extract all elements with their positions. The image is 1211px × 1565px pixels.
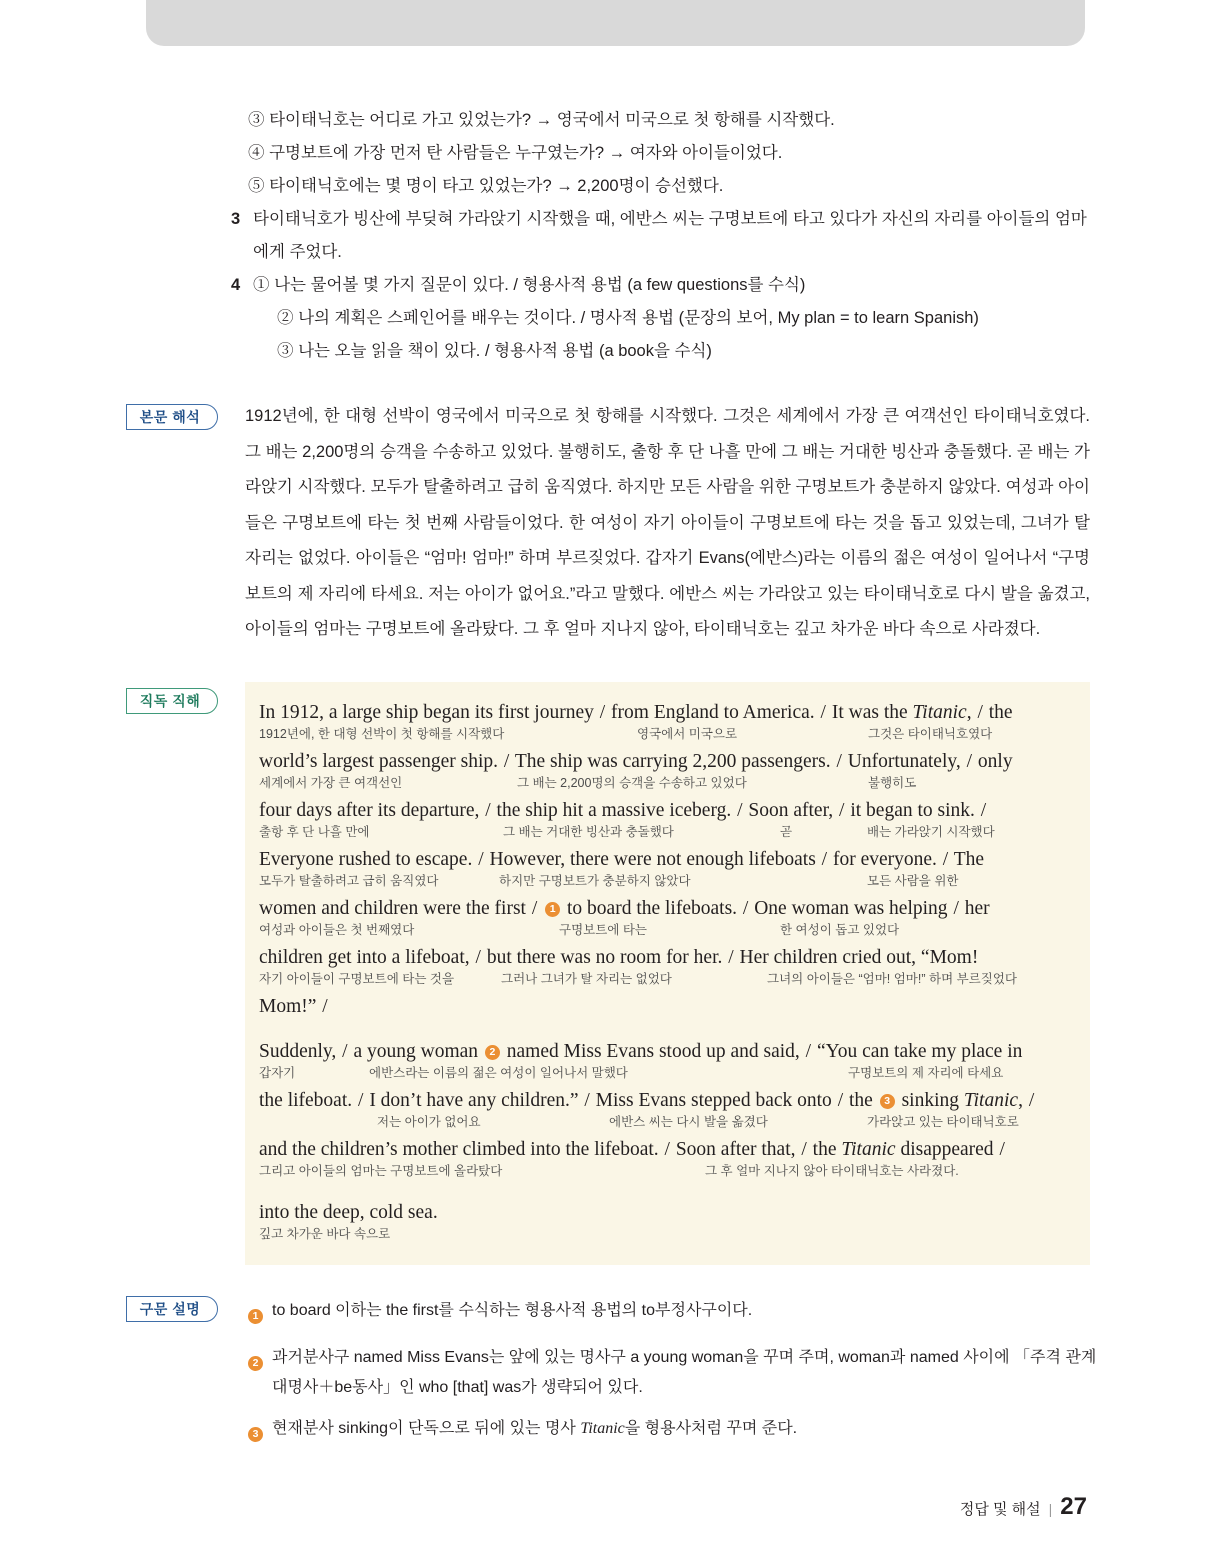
- answers-section: [231, 104, 1088, 368]
- chunk-korean: 에반스 씨는 다시 발을 옮겼다: [609, 1115, 768, 1129]
- answer-body: 타이태닉호가 빙산에 부딪혀 가라앉기 시작했을 때, 에반스 씨는 구명보트에 타고 있다가 자신의 자리를 아이들의 엄마에게 주었다.: [253, 210, 1087, 261]
- chunk-line: [259, 896, 1074, 943]
- chunk-korean: 그 후 얼마 지나지 않아 타이태닉호는 사라졌다.: [705, 1164, 959, 1178]
- page-footer: [960, 1493, 1087, 1521]
- chunk-line: [259, 847, 1074, 894]
- chunk-line: [259, 1200, 1074, 1247]
- chunk-english: into the deep, cold sea.: [259, 1202, 438, 1223]
- answer-number: 4: [231, 276, 241, 294]
- marker-badge: 1: [545, 902, 560, 917]
- chunk-english: Mom!” /: [259, 996, 328, 1017]
- page-header-bar: [146, 0, 1085, 46]
- answer-line: ③ 타이태닉호는 어디로 가고 있었는가? → 영국에서 미국으로 첫 항해를 시작했다.: [248, 111, 835, 129]
- chunk-korean: 그 배는 2,200명의 승객을 수송하고 있었다: [517, 776, 747, 790]
- answer-line: ⑤ 타이태닉호에는 몇 명이 타고 있었는가? → 2,200명이 승선했다.: [248, 177, 724, 195]
- chunk-korean: 구명보트의 제 자리에 타세요: [848, 1066, 1004, 1080]
- marker-badge: 2: [485, 1045, 500, 1060]
- chunk-korean: 그러나 그녀가 탈 자리는 없었다: [501, 972, 672, 986]
- chunk-korean-row: [259, 921, 1074, 943]
- structure-notes-list: [248, 1296, 1098, 1461]
- answer-body: ① 나는 물어볼 몇 가지 질문이 있다. / 형용사적 용법 (a few questions를 수식): [253, 276, 806, 294]
- chunk-spacer: [259, 1025, 1074, 1039]
- answer-line: ④ 구명보트에 가장 먼저 탄 사람들은 누구였는가? → 여자와 아이들이었다.: [248, 144, 783, 162]
- chunk-english: children get into a lifeboat, / but there was no room for her. / Her children cried out, “Mom!: [259, 947, 979, 968]
- chunk-korean: 여성과 아이들은 첫 번째였다: [259, 923, 415, 937]
- chunk-line: [259, 1039, 1074, 1086]
- chunk-line: [259, 994, 1074, 1023]
- chunk-english: world’s largest passenger ship. / The ship was carrying 2,200 passengers. / Unfortunately, / only: [259, 751, 1013, 772]
- chunk-line: [259, 1137, 1074, 1184]
- chunk-line: [259, 749, 1074, 796]
- tag-chunk-reading: 직독 직해: [126, 688, 218, 714]
- chunk-line: [259, 1088, 1074, 1135]
- chunk-korean-row: [259, 1113, 1074, 1135]
- chunk-english: women and children were the first / 1 to board the lifeboats. / One woman was helping / her: [259, 898, 990, 919]
- structure-note: [248, 1343, 1098, 1403]
- footer-label: 정답 및 해설: [959, 1501, 1041, 1518]
- chunk-line: [259, 700, 1074, 747]
- chunk-korean: 하지만 구명보트가 충분하지 않았다: [499, 874, 691, 888]
- chunk-korean: 깊고 차가운 바다 속으로: [259, 1227, 391, 1241]
- chunk-spacer: [259, 1186, 1074, 1200]
- page-number: 27: [1060, 1493, 1087, 1520]
- note-badge-wrap: [248, 1343, 272, 1403]
- chunk-english: and the children’s mother climbed into the lifeboat. / Soon after that, / the Titanic disappeared /: [259, 1139, 1005, 1160]
- structure-note: [248, 1296, 1098, 1332]
- tag-structure-notes: 구문 설명: [126, 1296, 218, 1322]
- footer-separator: |: [1048, 1501, 1053, 1517]
- answer-subline: ② 나의 계획은 스페인어를 배우는 것이다. / 명사적 용법 (문장의 보어, My plan = to learn Spanish): [277, 309, 979, 327]
- chunk-korean: 한 여성이 돕고 있었다: [780, 923, 900, 937]
- chunk-korean: 배는 가라앉기 시작했다: [867, 825, 995, 839]
- chunk-korean-row: [259, 1064, 1074, 1086]
- chunk-korean: 구명보트에 타는: [559, 923, 647, 937]
- chunk-korean-row: [259, 1225, 1074, 1247]
- marker-badge: 2: [248, 1356, 263, 1371]
- chunk-english: In 1912, a large ship began its first journey / from England to America. / It was the Titanic, / the: [259, 702, 1013, 723]
- chunk-korean: 곧: [780, 825, 793, 839]
- chunk-korean-row: [259, 872, 1074, 894]
- chunk-line: [259, 798, 1074, 845]
- chunk-english: the lifeboat. / I don’t have any children.” / Miss Evans stepped back onto / the 3 sinking Titanic, /: [259, 1090, 1035, 1111]
- structure-note: [248, 1414, 1098, 1450]
- marker-badge: 3: [248, 1427, 263, 1442]
- chunk-korean: 영국에서 미국으로: [637, 727, 738, 741]
- marker-badge: 1: [248, 1309, 263, 1324]
- answer-number: 3: [231, 210, 241, 228]
- chunk-list: [245, 682, 1090, 1265]
- note-text: to board 이하는 the first를 수식하는 형용사적 용법의 to부정사구이다.: [272, 1302, 753, 1319]
- chunk-line: [259, 945, 1074, 992]
- chunk-korean: 저는 아이가 없어요: [377, 1115, 481, 1129]
- chunk-korean-row: [259, 970, 1074, 992]
- note-text: 과거분사구 named Miss Evans는 앞에 있는 명사구 a young woman을 꾸며 주며, woman과 named 사이에 「주격 관계대명사＋be동사」인 who [that] was가 생략되어 있다.: [272, 1349, 1097, 1396]
- chunk-korean: 1912년에, 한 대형 선박이 첫 항해를 시작했다: [259, 727, 505, 741]
- marker-badge: 3: [880, 1094, 895, 1109]
- note-text: 현재분사 sinking이 단독으로 뒤에 있는 명사 Titanic을 형용사처럼 꾸며 준다.: [272, 1420, 798, 1437]
- chunk-korean-row: [259, 725, 1074, 747]
- interpretation-paragraph: 1912년에, 한 대형 선박이 영국에서 미국으로 첫 항해를 시작했다. 그것은 세계에서 가장 큰 여객선인 타이태닉호였다. 그 배는 2,200명의 승객을 수송하고 있었다. 불행히도, 출항 후 단 나흘 만에 그 배는 거대한 빙산과 충돌했다. 곧 배는 가라앉기 시작했다. 모두가 탈출하려고 급히 움직였다. 하지만 모든 사람을 위한 구명보트가 충분하지 않았다. 여성과 아이들은 구명보트에 타는 첫 번째 사람들이었다. 한 여성이 자기 아이들이 구명보트에 타는 것을 돕고 있었는데, 그녀가 탈 자리는 없었다. 아이들은 “엄마! 엄마!” 하며 부르짖었다. 갑자기 Evans(에반스)라는 이름의 젊은 여성이 일어나서 “구명보트의 제 자리에 타세요. 저는 아이가 없어요.”라고 말했다. 에반스 씨는 가라앉고 있는 타이태닉호로 다시 발을 옮겼고, 아이들의 엄마는 구명보트에 올라탔다. 그 후 얼마 지나지 않아, 타이태닉호는 깊고 차가운 바다 속으로 사라졌다.: [245, 407, 1090, 638]
- answer-item-3: [231, 203, 1088, 269]
- chunk-korean-row: [259, 774, 1074, 796]
- chunk-korean: 그것은 타이태닉호였다: [868, 727, 993, 741]
- chunk-english: Everyone rushed to escape. / However, there were not enough lifeboats / for everyone. / The: [259, 849, 985, 870]
- chunk-korean: 가라앉고 있는 타이태닉호로: [867, 1115, 1019, 1129]
- answer-body-group: [253, 269, 1088, 368]
- chunk-english: Suddenly, / a young woman 2 named Miss Evans stood up and said, / “You can take my place in: [259, 1041, 1023, 1062]
- chunk-korean: 출항 후 단 나흘 만에: [259, 825, 370, 839]
- chunk-korean: 모두가 탈출하려고 급히 움직였다: [259, 874, 439, 888]
- chunk-korean: 갑자기: [259, 1066, 296, 1080]
- chunk-korean: 모든 사람을 위한: [867, 874, 959, 888]
- chunk-korean: 그녀의 아이들은 “엄마! 엄마!” 하며 부르짖었다: [767, 972, 1017, 986]
- chunk-korean: 자기 아이들이 구명보트에 타는 것을: [259, 972, 455, 986]
- chunk-english: four days after its departure, / the ship hit a massive iceberg. / Soon after, / it began to sink. /: [259, 800, 987, 821]
- answer-item-4: [231, 269, 1088, 368]
- chunk-korean: 그리고 아이들의 엄마는 구명보트에 올라탔다: [259, 1164, 503, 1178]
- chunk-korean: 불행히도: [868, 776, 917, 790]
- chunk-korean: 그 배는 거대한 빙산과 충돌했다: [503, 825, 674, 839]
- tag-interpretation: 본문 해석: [126, 404, 218, 430]
- chunk-korean: 에반스라는 이름의 젊은 여성이 일어나서 말했다: [369, 1066, 628, 1080]
- chunk-korean-row: [259, 823, 1074, 845]
- chunk-korean-row: [259, 1019, 1074, 1023]
- chunk-korean: 세계에서 가장 큰 여객선인: [259, 776, 403, 790]
- chunk-reading-box: [245, 682, 1211, 1265]
- note-badge-wrap: [248, 1414, 272, 1450]
- answer-subline: ③ 나는 오늘 읽을 책이 있다. / 형용사적 용법 (a book을 수식): [277, 342, 712, 360]
- chunk-korean-row: [259, 1162, 1074, 1184]
- note-badge-wrap: [248, 1296, 272, 1332]
